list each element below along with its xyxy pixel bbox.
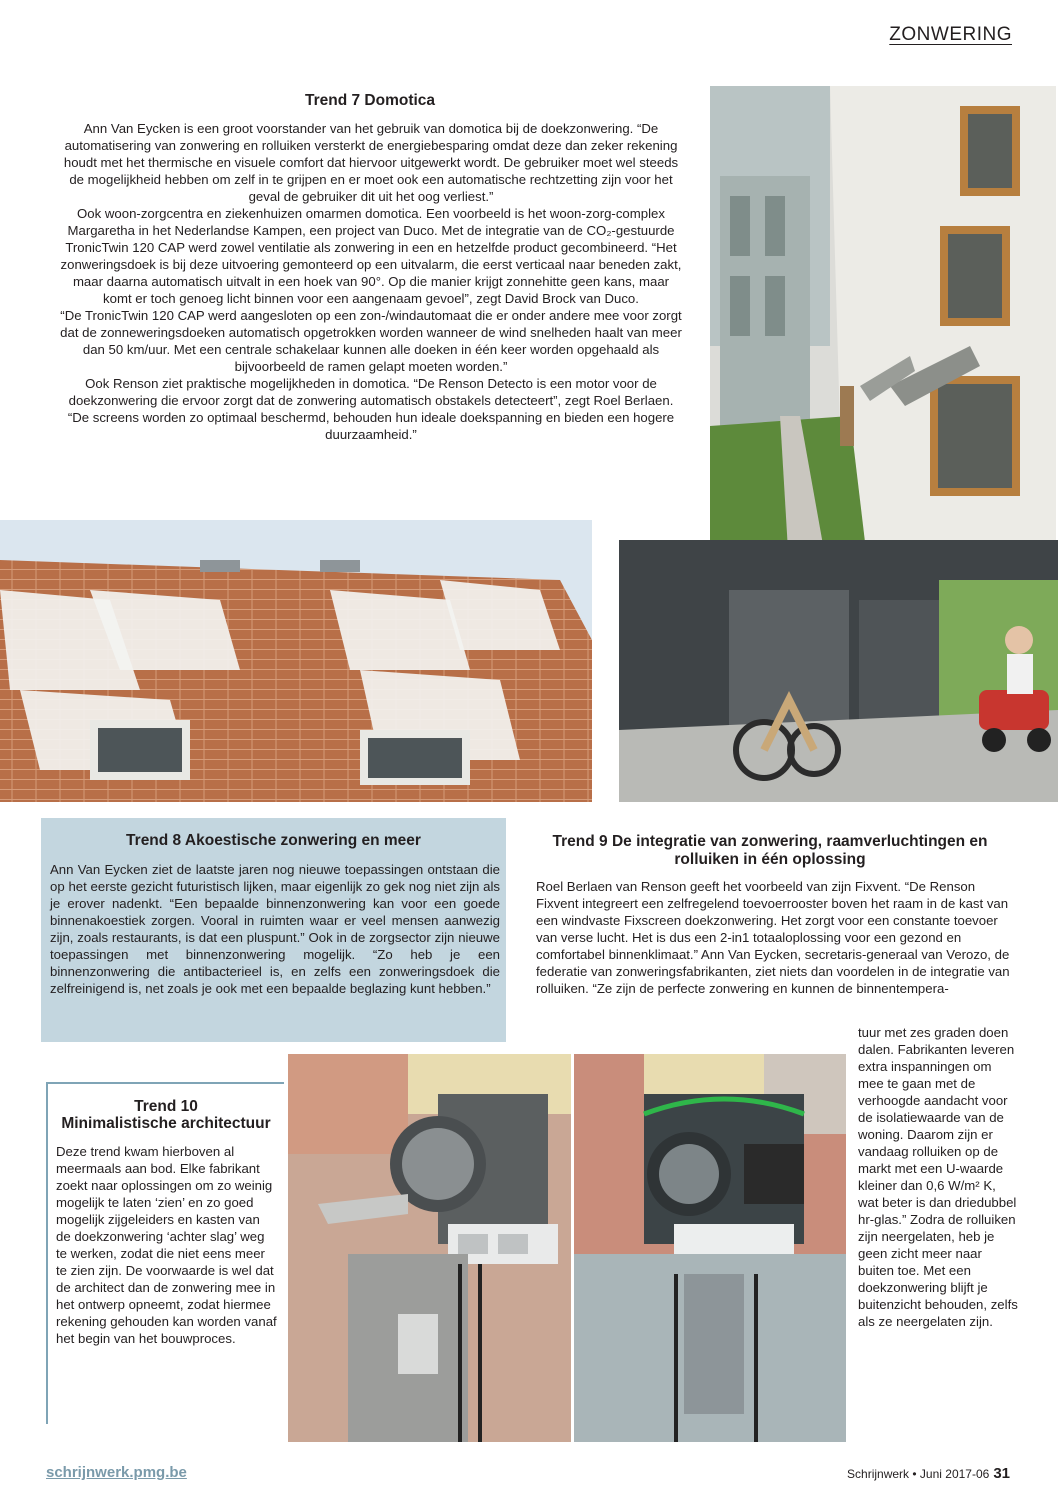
trend10-body: Deze trend kwam hierboven al meermaals aan bod. Elke fabrikant zoekt naar oplossingen om zo weinig mogelijk te laten ‘zien’ en zo goed mogelijk zijgeleiders en kasten van de doekzonwering ‘achter slag’ weg te werken, zodat die niet eens meer te zien zijn. De voorwaarde is wel dat de architect dan de zonwering mee in het ontwerp opneemt, zodat hiermee rekening gehouden kan worden vanaf het begin van het bouwproces. [56,1144,277,1346]
trend8-body: Ann Van Eycken ziet de laatste jaren nog nieuwe toepassingen ontstaan die op het eerste gezicht futuristisch lijken, maar eigenlijk zo gek nog niet zijn als je erover nadenkt. “Een bepaalde binnenzonwering kan voor een goede binnenakoestiek zorgen. Vooral in ruimten waar er veel mensen aanwezig zijn, zoals restaurants, is dat een pluspunt.” Ook in de zorgsector zijn nieuwe toepassingen met binnenzonwering mogelijk. “Zo heb je een binnenzonwering die antibacterieel is, en zelfs een zonweringsdoek die zelfreinigend is, net zoals je ook met een bepaalde beglazing kunt hebben.” [50,862,500,996]
section-title: ZONWERING [889,24,1012,45]
trend10-title [46,1098,286,1132]
trend7-paragraph: Ook Renson ziet praktische mogelijkheden in domotica. “De Renson Detecto is een motor voor de doekzonwering die ervoor zorgt dat de zonwering automatisch obstakels detecteert”, zegt Roel Berlaen. “De screens worden zo optimaal beschermd, behouden hun ideale doekspanning en bieden een hogere duurzaamheid.” [67,376,675,442]
trend7-paragraph: “De TronicTwin 120 CAP werd aangesloten op een zon-/windautomaat die er onder andere mee voor zorgt dat de zonneweringsdoeken automatisch opgetrokken worden wanneer de wind snelheden haalt van meer dan 50 km/uur. Met een centrale schakelaar kunnen alle doeken in één keer worden opgehaald als bijvoorbeeld de ramen gelapt moeten worden.” [60,308,682,374]
photo-children-bikes [619,540,1058,802]
trend9-column: tuur met zes graden doen dalen. Fabrikanten leveren extra inspanningen om mee te gaan met de verhoogde aandacht voor de isolatiewaarde van de woning. Daarom zijn er vandaag rolluiken op de markt met een U-waarde kleiner dan 0,6 W/m² K, wat beter is dan driedubbel hr-glas.” Zodra de rolluiken zijn neergelaten, heb je geen zicht meer naar buiten toe. Met een doekzonwering blijft je buitenzicht behouden, zelfs als ze neergelaten zijn. [858,1025,1018,1329]
photo-shutter-cross-section-right [574,1054,846,1442]
photo-brick-facade [0,520,592,802]
trend9-body: Roel Berlaen van Renson geeft het voorbeeld van zijn Fixvent. “De Renson Fixvent integreert een zelfregelend toevoerrooster boven het raam in de kast van een windvaste Fixscreen doekzonwering. Het zorgt voor een constante toevoer van verse lucht. Het is dus een 2-in1 totaaloplossing voor een gezond en comfortabel binnenklimaat.” Ann Van Eycken, secretaris-generaal van Verozo, de federatie van zonweringsfabrikanten, ziet niets dan voordelen in de integratie van rolluiken. “Ze zijn de perfecte zonwering en kunnen de binnentempera- [536,879,1010,996]
trend9-title: Trend 9 De integratie van zonwering, raamverluchtingen en rolluiken in één oplossing [552,833,988,868]
photo-facade-awnings [708,84,1058,582]
trend10-title-line1: Trend 10 [134,1098,198,1115]
footer-issue [847,1465,1010,1482]
trend7-paragraph: Ann Van Eycken is een groot voorstander van het gebruik van domotica bij de doekzonwering. “De automatisering van zonwering en rolluiken versterkt de energiebesparing omdat deze dan zeker rekening houdt met het thermische en visuele comfort dat hiervoor uitgewerkt wordt. De gebruiker moet wel steeds de mogelijkheid hebben om zelf in te grijpen en er moet ook een automatische rechtzetting zijn voor het geval de gebruiker dit uit het oog verliest.” [63,121,679,204]
page-number: 31 [993,1465,1010,1482]
trend10-title-line2: Minimalistische architectuur [61,1115,271,1132]
footer-issue-label: Schrijnwerk • Juni 2017-06 [847,1467,990,1481]
trend7-paragraph: Ook woon-zorgcentra en ziekenhuizen omarmen domotica. Een voorbeeld is het woon-zorg-complex Margaretha in het Nederlandse Kampen, een project van Duco. Met de integratie van de CO₂-gestuurde TronicTwin 120 CAP werd zowel ventilatie als zonwering in een en hetzelfde product gecombineerd. “Het zonweringsdoek is bij deze uitvoering gemonteerd op een uitvalarm, die eerst verticaal naar beneden zakt, maar daarna automatisch uitvalt in een hoek van 90°. Op die manier krijgt zonnehitte geen kans, maar komt er toch genoeg licht binnen voor een aangenaam gevoel”, zegt David Brock van Duco. [60,206,682,306]
trend8-title: Trend 8 Akoestische zonwering en meer [126,832,421,849]
photo-shutter-cross-section-left [288,1054,571,1442]
trend7-body [58,120,684,443]
trend7-title: Trend 7 Domotica [304,92,436,109]
footer-website-link[interactable]: schrijnwerk.pmg.be [46,1464,187,1481]
